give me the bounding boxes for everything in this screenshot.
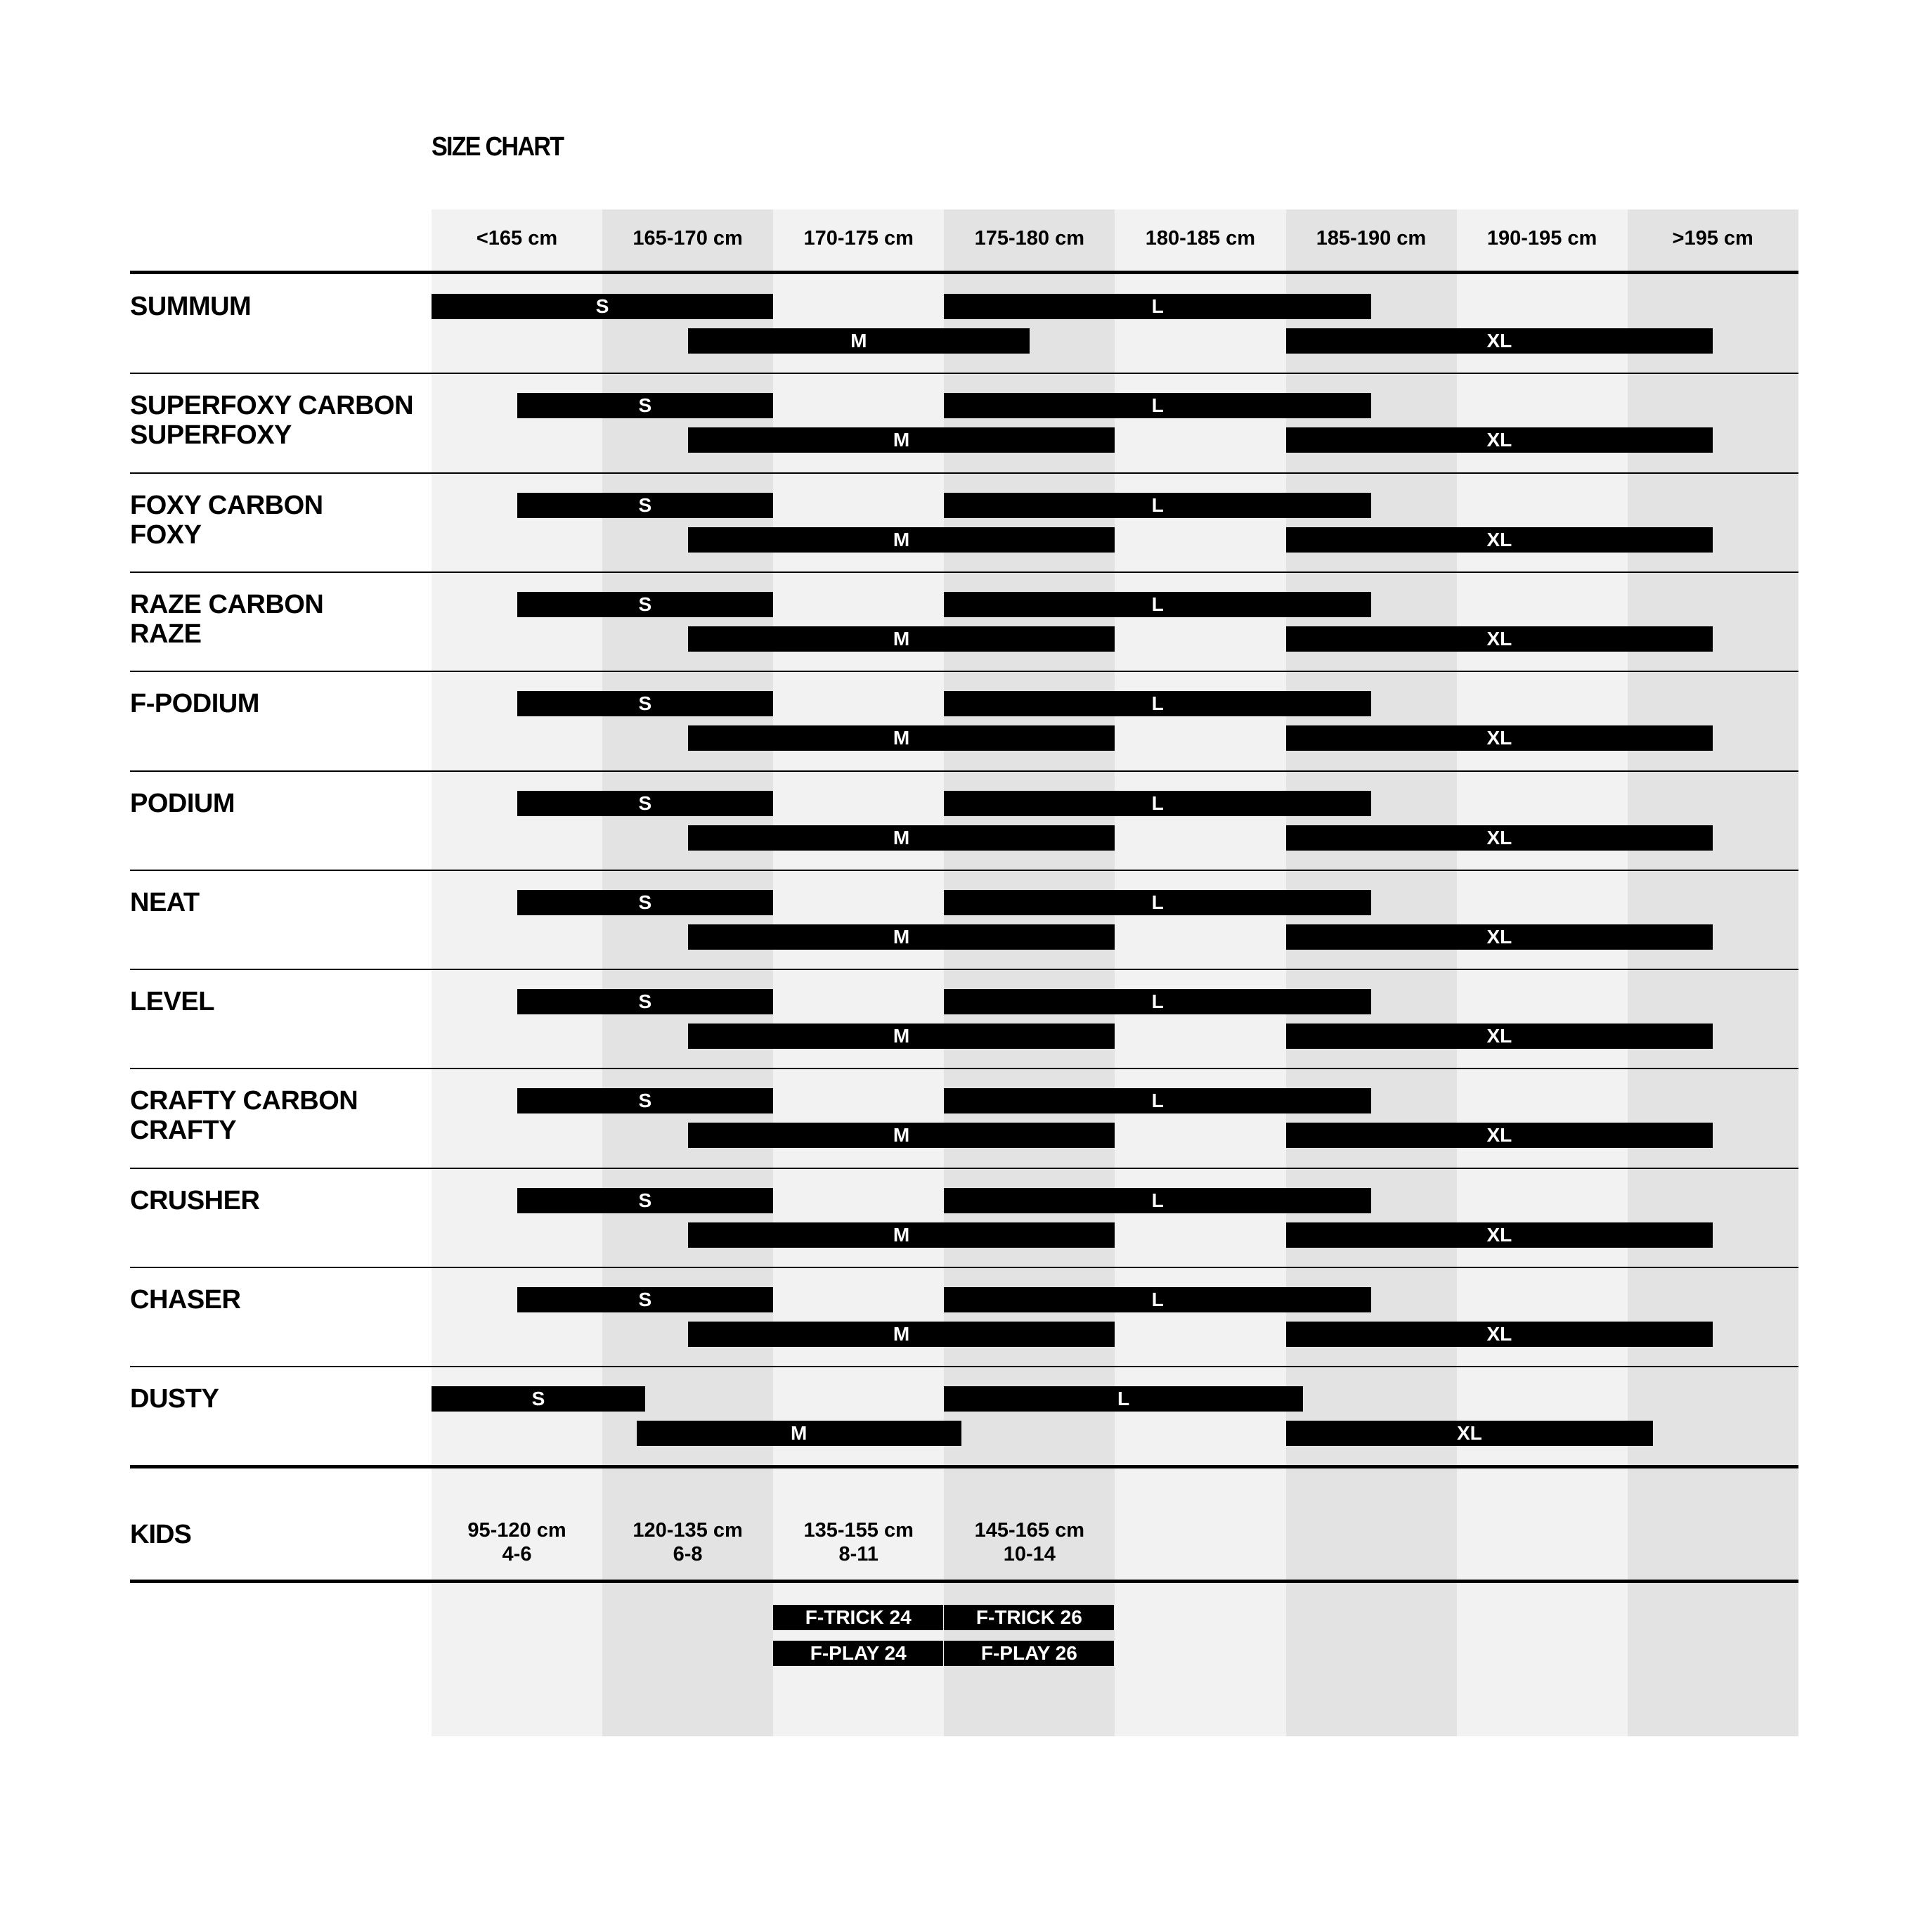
size-bar-l: L xyxy=(944,592,1371,617)
column-band xyxy=(1115,209,1286,1736)
kids-bike-bar: F-TRICK 24 xyxy=(773,1605,943,1630)
kids-bike-bar: F-PLAY 26 xyxy=(944,1641,1114,1666)
size-bar-l: L xyxy=(944,1188,1371,1213)
size-bar-m: M xyxy=(688,527,1115,553)
kids-height: 145-165 cm xyxy=(974,1519,1084,1542)
size-bar-xl: XL xyxy=(1286,328,1713,354)
kids-age: 10-14 xyxy=(1003,1543,1056,1565)
model-name-line: CRUSHER xyxy=(130,1185,260,1215)
kids-column-header xyxy=(432,1518,602,1566)
model-name-line: CRAFTY xyxy=(130,1116,237,1146)
model-name xyxy=(130,1086,358,1145)
kids-bottom-rule xyxy=(130,1580,1798,1583)
size-bar-s: S xyxy=(517,791,774,816)
column-header: <165 cm xyxy=(476,227,558,250)
size-bar-l: L xyxy=(944,791,1371,816)
kids-bike-bar: F-PLAY 24 xyxy=(773,1641,943,1666)
size-bar-xl: XL xyxy=(1286,825,1713,851)
model-name-line: SUPERFOXY xyxy=(130,420,292,451)
size-bar-l: L xyxy=(944,493,1371,518)
size-bar-m: M xyxy=(688,1222,1115,1248)
kids-top-rule xyxy=(130,1465,1798,1468)
size-bar-s: S xyxy=(432,1386,645,1412)
kids-age: 4-6 xyxy=(502,1543,532,1565)
size-bar-l: L xyxy=(944,1386,1303,1412)
model-name-line: LEVEL xyxy=(130,987,214,1017)
size-bar-xl: XL xyxy=(1286,427,1713,453)
size-bar-s: S xyxy=(517,393,774,418)
size-bar-m: M xyxy=(688,924,1115,950)
size-bar-l: L xyxy=(944,1088,1371,1113)
model-name-line: CRAFTY CARBON xyxy=(130,1086,358,1116)
size-bar-xl: XL xyxy=(1286,527,1713,553)
model-name xyxy=(130,789,235,818)
row-divider xyxy=(130,1168,1798,1169)
size-bar-s: S xyxy=(517,1188,774,1213)
size-bar-m: M xyxy=(688,626,1115,652)
model-name-line: DUSTY xyxy=(130,1384,219,1414)
size-bar-m: M xyxy=(637,1421,961,1446)
row-divider xyxy=(130,1267,1798,1268)
chart-title: SIZE CHART xyxy=(432,132,564,162)
kids-age: 6-8 xyxy=(673,1543,703,1565)
row-divider xyxy=(130,969,1798,970)
model-name xyxy=(130,391,413,450)
row-divider xyxy=(130,671,1798,672)
column-header: 165-170 cm xyxy=(633,227,743,250)
size-bar-l: L xyxy=(944,890,1371,915)
row-divider xyxy=(130,1068,1798,1069)
model-name-line: FOXY CARBON xyxy=(130,490,323,520)
size-bar-l: L xyxy=(944,989,1371,1014)
size-bar-m: M xyxy=(688,725,1115,751)
size-bar-s: S xyxy=(432,294,773,319)
model-name xyxy=(130,1285,240,1315)
size-bar-l: L xyxy=(944,1287,1371,1312)
model-name xyxy=(130,491,323,550)
column-header: 190-195 cm xyxy=(1486,227,1597,250)
size-bar-l: L xyxy=(944,393,1371,418)
model-name-line: FOXY xyxy=(130,519,202,550)
size-bar-xl: XL xyxy=(1286,626,1713,652)
size-bar-l: L xyxy=(944,691,1371,716)
model-name-line: NEAT xyxy=(130,887,200,917)
size-bar-m: M xyxy=(688,1322,1115,1347)
size-bar-m: M xyxy=(688,825,1115,851)
header-rule xyxy=(130,271,1798,274)
model-name-line: F-PODIUM xyxy=(130,689,259,719)
kids-age: 8-11 xyxy=(838,1543,879,1565)
size-bar-m: M xyxy=(688,427,1115,453)
model-name xyxy=(130,590,323,649)
size-bar-s: S xyxy=(517,1287,774,1312)
model-name-line: PODIUM xyxy=(130,788,235,818)
kids-height: 95-120 cm xyxy=(467,1519,566,1542)
size-bar-xl: XL xyxy=(1286,924,1713,950)
model-name xyxy=(130,292,251,321)
size-bar-xl: XL xyxy=(1286,1421,1654,1446)
size-bar-xl: XL xyxy=(1286,725,1713,751)
column-header: 185-190 cm xyxy=(1316,227,1427,250)
model-name-line: CHASER xyxy=(130,1285,241,1315)
model-name xyxy=(130,689,259,718)
model-name xyxy=(130,1384,219,1414)
model-name xyxy=(130,888,200,917)
size-bar-s: S xyxy=(517,989,774,1014)
model-name xyxy=(130,987,214,1016)
column-header: 180-185 cm xyxy=(1145,227,1256,250)
model-name xyxy=(130,1186,259,1215)
size-bar-xl: XL xyxy=(1286,1123,1713,1148)
kids-bike-bar: F-TRICK 26 xyxy=(944,1605,1114,1630)
row-divider xyxy=(130,770,1798,772)
size-bar-m: M xyxy=(688,1024,1115,1049)
model-name-line: RAZE CARBON xyxy=(130,589,324,619)
size-bar-s: S xyxy=(517,890,774,915)
row-divider xyxy=(130,1366,1798,1367)
kids-column-header xyxy=(773,1518,944,1566)
column-header: >195 cm xyxy=(1672,227,1753,250)
model-name-line: SUPERFOXY CARBON xyxy=(130,391,414,421)
model-name-line: RAZE xyxy=(130,619,202,649)
row-divider xyxy=(130,373,1798,374)
row-divider xyxy=(130,870,1798,871)
size-bar-s: S xyxy=(517,592,774,617)
kids-column-header xyxy=(602,1518,773,1566)
size-bar-xl: XL xyxy=(1286,1222,1713,1248)
row-divider xyxy=(130,472,1798,474)
size-bar-m: M xyxy=(688,328,1030,354)
kids-title: KIDS xyxy=(130,1520,191,1549)
size-bar-s: S xyxy=(517,1088,774,1113)
size-bar-l: L xyxy=(944,294,1371,319)
column-header: 170-175 cm xyxy=(803,227,914,250)
size-bar-s: S xyxy=(517,493,774,518)
row-divider xyxy=(130,572,1798,573)
column-band xyxy=(432,209,603,1736)
model-name-line: SUMMUM xyxy=(130,292,252,321)
kids-height: 135-155 cm xyxy=(803,1519,914,1542)
size-bar-m: M xyxy=(688,1123,1115,1148)
kids-height: 120-135 cm xyxy=(633,1519,743,1542)
column-header: 175-180 cm xyxy=(974,227,1084,250)
size-bar-s: S xyxy=(517,691,774,716)
size-bar-xl: XL xyxy=(1286,1322,1713,1347)
kids-column-header xyxy=(944,1518,1115,1566)
size-bar-xl: XL xyxy=(1286,1024,1713,1049)
